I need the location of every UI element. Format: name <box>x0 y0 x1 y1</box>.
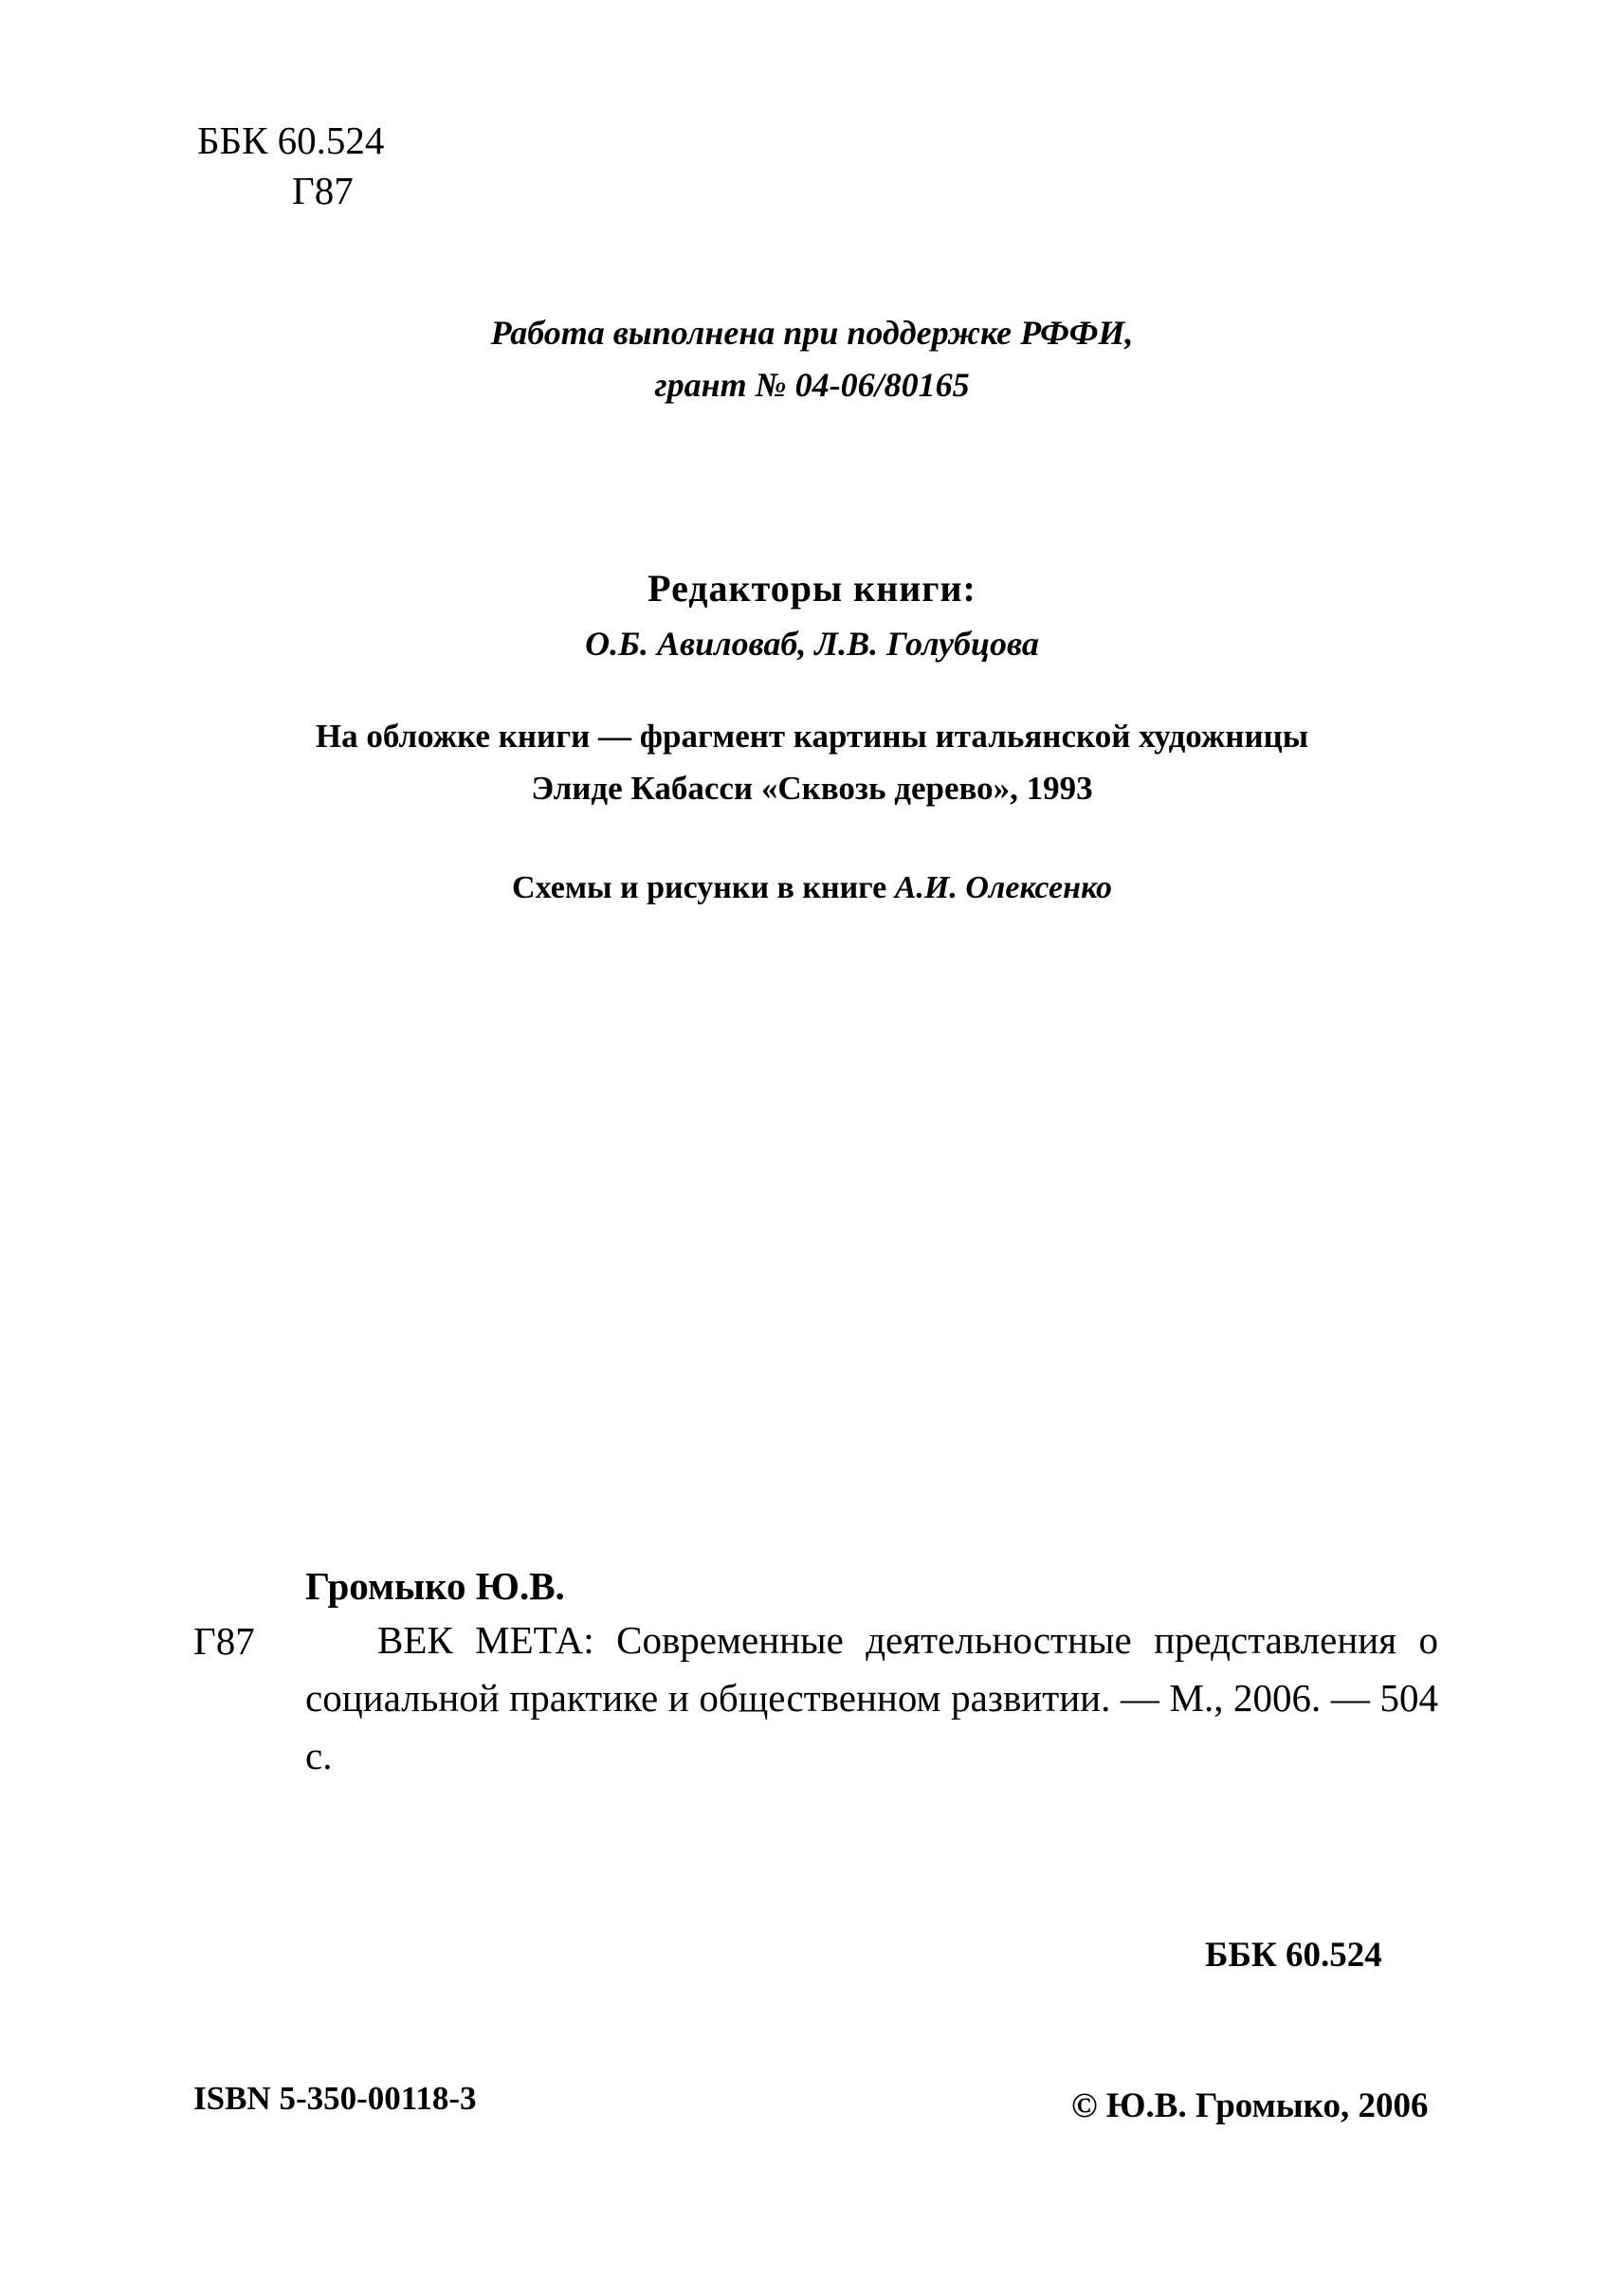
biblio-code: Г87 <box>193 1619 255 1663</box>
copyright: © Ю.В. Громыко, 2006 <box>1071 2086 1429 2125</box>
support-line-2: грант № 04-06/80165 <box>654 366 970 404</box>
schemes-credit-name: А.И. Олексенко <box>894 870 1112 905</box>
schemes-credit <box>0 870 1624 906</box>
support-line-1: Работа выполнена при поддержке РФФИ, <box>490 314 1134 352</box>
author-mark: Г87 <box>292 169 354 212</box>
biblio-bbk: ББК 60.524 <box>1205 1936 1382 1975</box>
bbk-index: ББК 60.524 <box>197 118 385 162</box>
isbn: ISBN 5-350-00118-3 <box>193 2080 477 2117</box>
cover-note-line-1: На обложке книги — фрагмент картины итальянской художницы <box>315 718 1309 755</box>
schemes-credit-text: Схемы и рисунки в книге <box>512 870 887 905</box>
biblio-author: Громыко Ю.В. <box>305 1564 565 1608</box>
cover-note-line-2: Элиде Кабасси «Сквозь дерево», 1993 <box>531 770 1093 807</box>
biblio-description: ВЕК МЕТА: Современные деятельностные представления о социальной практике и общественном развитии. — М., 2006. — 504 с. <box>305 1618 1438 1777</box>
editors-names: О.Б. Авиловаб, Л.В. Голубцова <box>585 625 1039 663</box>
editors-heading: Редакторы книги: <box>648 567 976 610</box>
